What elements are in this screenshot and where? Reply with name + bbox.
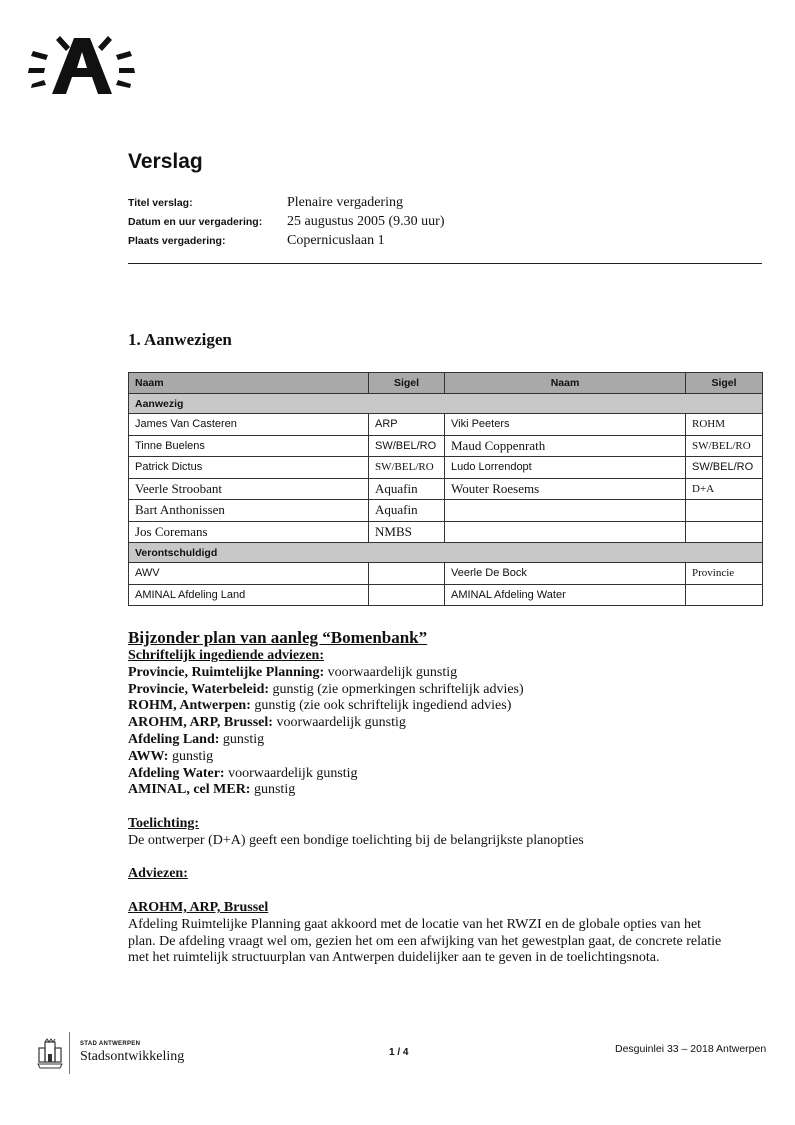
advice-verdict: voorwaardelijk gunstig [224,765,358,781]
plan-section [128,627,768,967]
cell-sigel [686,521,763,543]
meta-value: Plenaire vergadering [287,195,403,210]
advices-heading: Adviezen: [128,866,188,882]
group-label: Verontschuldigd [129,543,763,563]
footer-city: STAD ANTWERPEN [80,1041,141,1047]
table-header-row [129,373,763,394]
table-row [129,563,763,585]
written-advices-heading: Schriftelijk ingediende adviezen: [128,648,324,663]
column-header: Naam [445,373,686,394]
cell-name: Maud Coppenrath [445,435,686,457]
table-row [129,435,763,457]
advice-org: Provincie, Waterbeleid: [128,681,270,697]
advice-paragraph-line: met het ruimtelijk structuurplan van Antwerpen duidelijker aan te geven in de toelichtingsnota. [128,950,660,966]
table-row [129,584,763,606]
column-header: Sigel [369,373,445,394]
advice-verdict: voorwaardelijk gunstig [324,664,458,680]
footer-divider [69,1032,70,1074]
table-row [129,521,763,543]
group-row-present [129,394,763,414]
cell-sigel: Aquafin [369,500,445,522]
advice-line [128,749,768,766]
cell-sigel [369,584,445,606]
advice-org: AWW: [128,748,169,764]
column-header: Naam [129,373,369,394]
cell-sigel: D+A [686,478,763,500]
city-crest-icon [36,1038,64,1070]
meta-label: Plaats vergadering: [128,235,226,247]
cell-name: Bart Anthonissen [129,500,369,522]
advice-verdict: gunstig (zie ook schriftelijk ingediend advies) [250,698,512,714]
advice-org: Afdeling Water: [128,765,225,781]
advice-org-heading: AROHM, ARP, Brussel [128,899,269,915]
advice-verdict: gunstig [250,782,296,798]
advice-paragraph-line: Afdeling Ruimtelijke Planning gaat akkoord met de locatie van het RWZI en de globale opties van het [128,916,702,932]
plan-title: Bijzonder plan van aanleg “Bomenbank” [128,628,428,647]
cell-sigel: ROHM [686,414,763,436]
column-header: Sigel [686,373,763,394]
cell-name: James Van Casteren [129,414,369,436]
cell-sigel [369,563,445,585]
advice-line [128,766,768,783]
advice-line [128,698,768,715]
table-row [129,414,763,436]
cell-sigel: SW/BEL/RO [369,435,445,457]
cell-name: AMINAL Afdeling Land [129,584,369,606]
advice-line [128,665,768,682]
spacer [128,850,768,867]
table-row [129,500,763,522]
cell-sigel: SW/BEL/RO [686,457,763,479]
antwerpen-a-logo-icon [24,30,136,96]
meta-value: Copernicuslaan 1 [287,233,385,248]
advice-paragraph-line: plan. De afdeling vraagt wel om, gezien het om een afwijking van het gewestplan gaat, de concrete relatie [128,933,722,949]
cell-name: Patrick Dictus [129,457,369,479]
advice-org: AMINAL, cel MER: [128,782,251,798]
document-title: Verslag [128,150,203,173]
cell-name: Veerle De Bock [445,563,686,585]
spacer [128,883,768,900]
cell-sigel [686,500,763,522]
cell-name: Jos Coremans [129,521,369,543]
group-row-excused [129,543,763,563]
advice-org: AROHM, ARP, Brussel: [128,715,273,731]
group-label: Aanwezig [129,394,763,414]
advice-verdict: gunstig [219,731,265,747]
advice-line [128,682,768,699]
advice-org: Provincie, Ruimtelijke Planning: [128,664,325,680]
cell-name: Wouter Roesems [445,478,686,500]
cell-name [445,521,686,543]
advice-line [128,715,768,732]
footer-department: Stadsontwikkeling [80,1049,185,1064]
spacer [128,799,768,816]
attendance-table [128,372,763,606]
cell-name: Ludo Lorrendopt [445,457,686,479]
page-number: 1 / 4 [389,1047,409,1058]
advice-org: ROHM, Antwerpen: [128,698,251,714]
cell-sigel: ARP [369,414,445,436]
cell-sigel: NMBS [369,521,445,543]
cell-sigel: Aquafin [369,478,445,500]
cell-sigel: SW/BEL/RO [369,457,445,479]
meta-value: 25 augustus 2005 (9.30 uur) [287,214,445,229]
footer-address: Desguinlei 33 – 2018 Antwerpen [615,1043,767,1055]
meta-label: Datum en uur vergadering: [128,216,263,228]
meta-divider [128,263,762,264]
advice-verdict: gunstig [168,748,214,764]
cell-sigel: SW/BEL/RO [686,435,763,457]
cell-name: Veerle Stroobant [129,478,369,500]
advice-verdict: gunstig (zie opmerkingen schriftelijk advies) [269,681,524,697]
advice-verdict: voorwaardelijk gunstig [272,715,406,731]
cell-name: Viki Peeters [445,414,686,436]
cell-name: AMINAL Afdeling Water [445,584,686,606]
advice-line [128,782,768,799]
cell-name: Tinne Buelens [129,435,369,457]
section-title: 1. Aanwezigen [128,330,232,349]
explanation-heading: Toelichting: [128,815,200,831]
meta-label: Titel verslag: [128,197,193,209]
advice-line [128,732,768,749]
cell-sigel [686,584,763,606]
cell-name: AWV [129,563,369,585]
table-row [129,457,763,479]
advice-org: Afdeling Land: [128,731,220,747]
table-row [129,478,763,500]
cell-sigel: Provincie [686,563,763,585]
explanation-text: De ontwerper (D+A) geeft een bondige toelichting bij de belangrijkste planopties [128,832,584,848]
cell-name [445,500,686,522]
